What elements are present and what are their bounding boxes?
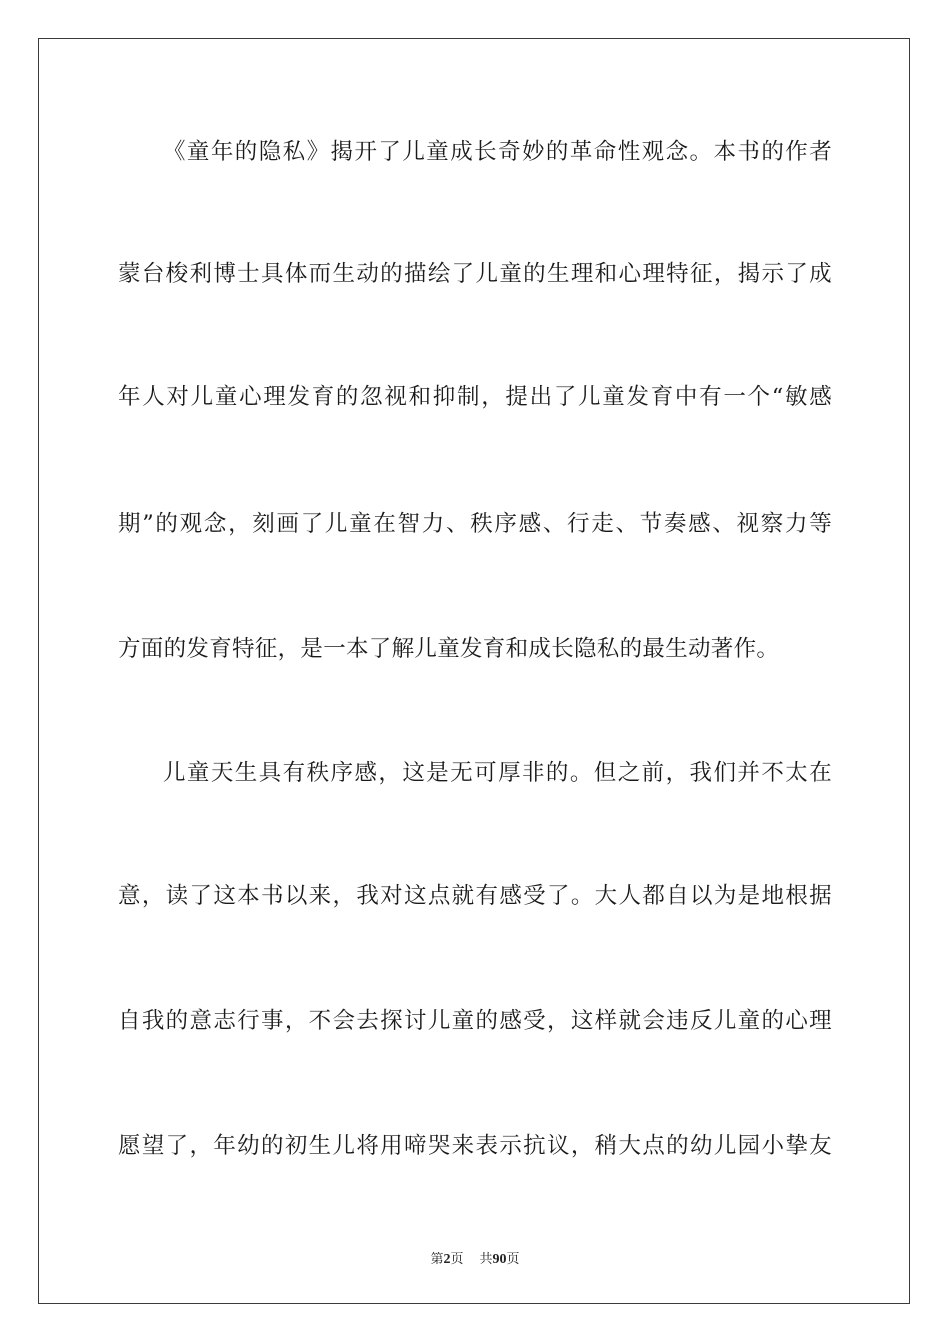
text-line: 儿童天生具有秩序感，这是无可厚非的。但之前，我们并不太在 bbox=[163, 760, 832, 786]
page-footer bbox=[0, 1248, 950, 1268]
text-line: 自我的意志行事，不会去探讨儿童的感受，这样就会违反儿童的心理 bbox=[118, 1008, 832, 1034]
total-suffix: 页 bbox=[506, 1252, 520, 1267]
page-prefix: 第 bbox=[430, 1252, 444, 1267]
page-border bbox=[38, 38, 910, 1304]
text-line: 年人对儿童心理发育的忽视和抑制，提出了儿童发育中有一个“敏感 bbox=[118, 384, 832, 410]
total-prefix: 共 bbox=[479, 1252, 493, 1267]
text-line: 愿望了，年幼的初生儿将用啼哭来表示抗议，稍大点的幼儿园小挚友 bbox=[118, 1133, 832, 1159]
text-line: 方面的发育特征，是一本了解儿童发育和成长隐私的最生动著作。 bbox=[118, 636, 780, 662]
text-line: 《童年的隐私》揭开了儿童成长奇妙的革命性观念。本书的作者 bbox=[163, 139, 832, 165]
text-line: 期”的观念，刻画了儿童在智力、秩序感、行走、节奏感、视察力等 bbox=[118, 511, 832, 537]
text-line: 蒙台梭利博士具体而生动的描绘了儿童的生理和心理特征，揭示了成 bbox=[118, 261, 832, 287]
page-number: 2 bbox=[443, 1252, 451, 1267]
page-suffix: 页 bbox=[450, 1252, 464, 1267]
text-line: 意，读了这本书以来，我对这点就有感受了。大人都自以为是地根据 bbox=[118, 883, 832, 909]
total-pages: 90 bbox=[492, 1252, 507, 1267]
